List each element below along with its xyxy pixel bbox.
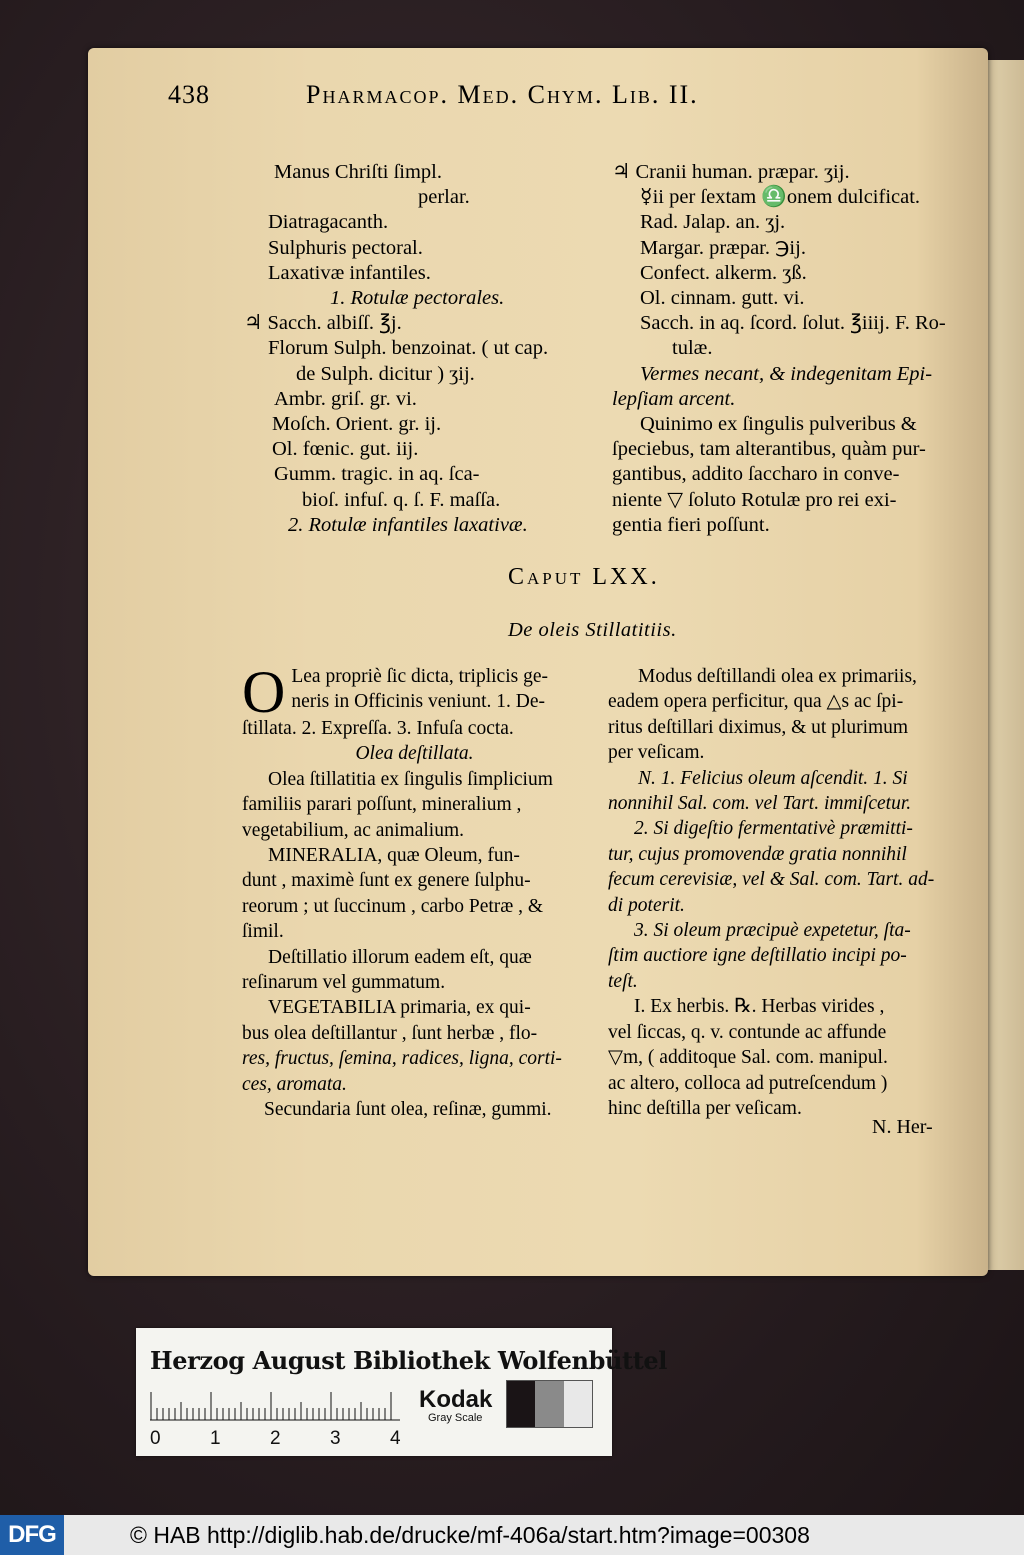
- recipe-heading: 2. Rotulæ infantiles laxativæ.: [288, 513, 528, 536]
- column-top-right: [612, 160, 962, 538]
- text-line: bus olea deſtillantur , ſunt herbæ , flo-: [242, 1022, 538, 1044]
- dfg-logo: DFG: [0, 1515, 64, 1555]
- text-line: Modus deſtillandi olea ex primariis,: [638, 666, 917, 687]
- text-line: ſpeciebus, tam alterantibus, quàm pur-: [612, 438, 926, 461]
- gray-patch-mid: [535, 1381, 563, 1427]
- text-line: Quinimo ex ſingulis pulveribus &: [640, 413, 917, 436]
- text-line: Sulphuris pectoral.: [268, 236, 423, 259]
- text-line: de Sulph. dicitur ) ʒij.: [296, 362, 475, 385]
- text-line: N. 1. Felicius oleum aſcendit. 1. Si: [638, 767, 908, 789]
- text-line: reſinarum vel gummatum.: [242, 972, 446, 994]
- text-line: Margar. præpar. ℈ij.: [640, 236, 806, 259]
- text-line: Sacch. in aq. ſcord. ſolut. ℥iiij. F. Ro-: [640, 312, 946, 335]
- text-line: vegetabilium, ac animalium.: [242, 819, 465, 841]
- text-line: res, fructus, ſemina, radices, ligna, corti-: [242, 1048, 562, 1070]
- text-line: hinc deſtilla per veſicam.: [608, 1097, 802, 1119]
- text-line: ſtim auctiore igne deſtillatio incipi po-: [608, 945, 907, 967]
- text-line: gentia fieri poſſunt.: [612, 513, 770, 536]
- text-line: Vermes necant, & indegenitam Epi-: [640, 362, 933, 385]
- text-line: Ambr. griſ. gr. vi.: [274, 387, 417, 410]
- text-line: Secundaria ſunt olea, reſinæ, gummi.: [264, 1099, 552, 1121]
- gray-patch-black: [507, 1381, 535, 1427]
- next-page-edge: [982, 60, 1024, 1270]
- chapter-subtitle: De oleis Stillatitiis.: [508, 619, 677, 641]
- text-line: Florum Sulph. benzoinat. ( ut cap.: [268, 337, 549, 360]
- text-line: familiis parari poſſunt, mineralium ,: [242, 794, 522, 816]
- text-line: vel ſiccas, q. v. contunde ac affunde: [608, 1021, 887, 1043]
- page-number: 438: [168, 80, 210, 109]
- text-line: Rad. Jalap. an. ʒj.: [640, 211, 786, 234]
- ruler-number: 1: [210, 1428, 221, 1449]
- chapter-heading: Caput LXX.: [508, 564, 660, 590]
- text-line: fecum cerevisiæ, vel & Sal. com. Tart. ad-: [608, 869, 935, 891]
- recipe-heading: 1. Rotulæ pectorales.: [330, 287, 505, 310]
- scale-ruler: [150, 1390, 400, 1422]
- text-line: Ol. fœnic. gut. iij.: [272, 438, 419, 461]
- catchword: N. Her-: [872, 1116, 933, 1138]
- footer-bar: [0, 1515, 1024, 1555]
- text-line: VEGETABILIA primaria, ex qui-: [268, 997, 531, 1019]
- text-line: eadem opera perficitur, qua △s ac ſpi-: [608, 691, 904, 713]
- library-color-card: [136, 1328, 667, 1456]
- text-line: nonnihil Sal. com. vel Tart. immiſcetur.: [608, 793, 912, 815]
- ruler-number: 2: [270, 1428, 281, 1449]
- text-line: Diatragacanth.: [268, 211, 389, 234]
- text-line: gantibus, addito ſaccharo in conve-: [612, 463, 900, 486]
- drop-cap: O: [242, 659, 286, 725]
- ruler-number: 0: [150, 1428, 161, 1449]
- text-line: teſt.: [608, 970, 638, 992]
- column-bottom-right: [608, 664, 960, 1121]
- kodak-subtitle: Gray Scale: [428, 1412, 483, 1424]
- text-line: bioſ. infuſ. q. ſ. F. maſſa.: [302, 488, 501, 511]
- text-line: ▽m, ( additoque Sal. com. manipul.: [608, 1047, 888, 1069]
- text-line: per veſicam.: [608, 742, 705, 764]
- text-line: Lea propriè ſic dicta, triplicis ge-: [291, 666, 548, 687]
- text-line: Deſtillatio illorum eadem eſt, quæ: [268, 946, 532, 968]
- text-line: Manus Chriſti ſimpl.: [274, 161, 442, 183]
- kodak-logo: Kodak: [419, 1386, 493, 1413]
- text-line: lepſiam arcent.: [612, 387, 736, 410]
- text-line: Laxativæ infantiles.: [268, 261, 431, 284]
- column-bottom-left: [242, 659, 587, 1123]
- text-line: ☿ii per ſextam ♎onem dulcificat.: [640, 186, 921, 209]
- text-line: di poterit.: [608, 894, 685, 916]
- gray-scale-patches: [506, 1380, 593, 1428]
- text-line: ſtillata. 2. Expreſſa. 3. Infuſa cocta.: [242, 718, 514, 739]
- footer-credit-link[interactable]: © HAB http://diglib.hab.de/drucke/mf-406a/start.htm?image=00308: [130, 1522, 810, 1548]
- text-line: ritus deſtillari diximus, & ut plurimum: [608, 716, 909, 738]
- ruler-number: 3: [330, 1428, 341, 1449]
- text-line: MINERALIA, quæ Oleum, fun-: [268, 845, 520, 867]
- text-line: 3. Si oleum præcipuè expetetur, ſta-: [634, 920, 911, 942]
- text-line: niente ▽ ſoluto Rotulæ pro rei exi-: [612, 488, 897, 511]
- text-line: Ol. cinnam. gutt. vi.: [640, 287, 805, 310]
- text-line: tulæ.: [672, 337, 713, 360]
- text-line: Gumm. tragic. in aq. ſca-: [274, 463, 480, 486]
- text-line: ces, aromata.: [242, 1073, 347, 1095]
- text-line: ♃ Sacch. albiſſ. ℥j.: [244, 312, 402, 335]
- text-line: perlar.: [418, 186, 470, 209]
- text-line: I. Ex herbis. ℞. Herbas virides ,: [634, 996, 885, 1018]
- text-line: 2. Si digeſtio fermentativè præmitti-: [634, 818, 913, 840]
- text-line: ſimil.: [242, 921, 284, 943]
- text-line: ♃ Cranii human. præpar. ʒij.: [612, 161, 850, 183]
- text-line: Moſch. Orient. gr. ij.: [272, 413, 442, 436]
- text-line: Olea ſtillatitia ex ſingulis ſimplicium: [268, 768, 553, 790]
- running-title: Pharmacop. Med. Chym. Lib. II.: [306, 80, 699, 109]
- text-line: reorum ; ut ſuccinum , carbo Petræ , &: [242, 895, 544, 917]
- column-top-left: [244, 160, 598, 538]
- library-name: Herzog August Bibliothek Wolfenbüttel: [150, 1346, 667, 1375]
- text-line: tur, cujus promovendæ gratia nonnihil: [608, 843, 907, 865]
- text-line: Confect. alkerm. ʒß.: [640, 261, 807, 284]
- text-line: dunt , maximè ſunt ex genere ſulphu-: [242, 870, 531, 892]
- text-line: ac altero, colloca ad putreſcendum ): [608, 1072, 888, 1094]
- gray-patch-light: [564, 1381, 592, 1427]
- ruler-number: 4: [390, 1428, 401, 1449]
- section-heading: Olea deſtillata.: [355, 743, 474, 765]
- text-line: neris in Officinis veniunt. 1. De-: [291, 691, 545, 713]
